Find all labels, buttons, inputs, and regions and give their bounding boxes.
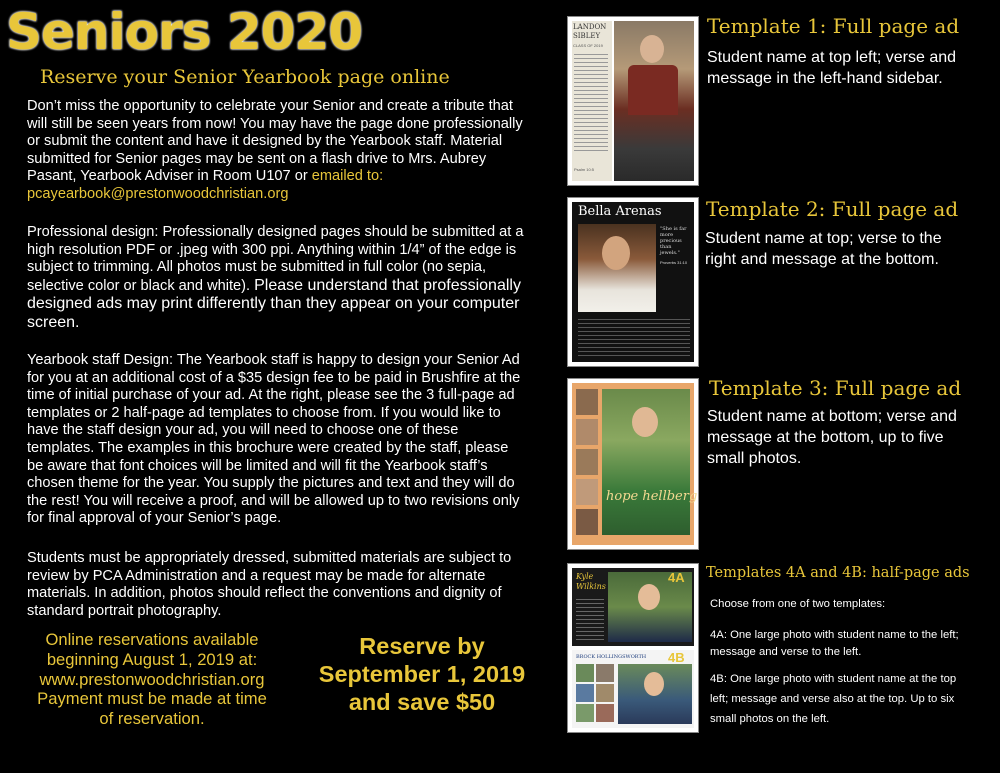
thumb-name-last: Wilkins: [576, 582, 606, 591]
page-subtitle: Reserve your Senior Yearbook page online: [40, 66, 450, 88]
small-photo: [576, 704, 594, 722]
small-photo: [576, 664, 594, 682]
template-4-intro: Choose from one of two templates:: [710, 598, 886, 610]
thumb-name: Bella Arenas: [578, 204, 662, 219]
website-link[interactable]: www.prestonwoodchristian.org: [39, 669, 265, 689]
professional-design-note: Please understand that professionally designed ads may print differently than they appear on your computer screen.: [27, 276, 521, 331]
small-photo: [576, 479, 598, 505]
template-1-title: Template 1: Full page ad: [707, 14, 960, 38]
small-photo: [596, 704, 614, 722]
senior-photo: [578, 224, 656, 312]
small-photo: [576, 419, 598, 445]
template-4b-desc: 4B: One large photo with student name at the top left; message and verse also at the top. Up to six small photos on the left.: [710, 673, 957, 725]
thumb-name: BROCK HOLLINGSWORTH: [576, 654, 647, 660]
reserve-deadline: [306, 632, 538, 716]
small-photo: [576, 684, 594, 702]
thumb-verse-ref: Psalm 10:5: [574, 167, 595, 172]
thumb-class: CLASS OF 2019: [573, 43, 603, 48]
template-2-desc: Student name at top; verse to the right and message at the bottom.: [705, 230, 942, 268]
small-photo: [576, 389, 598, 415]
thumb-name-first: LANDON: [573, 23, 607, 31]
online-line: of reservation.: [99, 709, 205, 729]
template-3-thumbnail: [567, 378, 699, 550]
template-1-thumbnail: [567, 16, 699, 186]
template-4a-preview: [572, 568, 694, 646]
professional-design-paragraph: [27, 224, 527, 333]
thumb-name: hope hellberg: [606, 489, 698, 504]
senior-photo: [618, 664, 692, 724]
professional-design-text: Professional design: Professionally designed pages should be submitted at a high resolution PDF or .jpeg with 300 ppi. Anything within 1/4” of the edge is subject to trimming. All photos must be submitted in full color (no sepia, selective color or black and white).: [27, 224, 524, 294]
staff-design-paragraph: Yearbook staff Design: The Yearbook staff is happy to design your Senior Ad for you at an additional cost of a $35 design fee to be paid in Brushfire at the time of initial purchase of your ad. At the right, please see the 3 full-page ad templates or 2 half-page ad templates to choose from. If you would like to have the staff design your ad, you will need to choose one of these templates. The examples in this brochure were created by the staff, please be aware that font choices will be limited and will fit the Yearbook staff’s chosen theme for the year. You supply the pictures and text and they will do the rest! You will receive a proof, and will be allowed up to two revisions only for final approval of your Senior’s page.: [27, 352, 521, 527]
email-label: emailed to:: [311, 168, 384, 185]
online-line: beginning August 1, 2019 at:: [46, 649, 258, 669]
template-4a-desc: 4A: One large photo with student name to the left; message and verse to the left.: [710, 629, 959, 658]
small-photo: [576, 509, 598, 535]
thumb-verse: "She is far more precious than jewels.": [660, 226, 687, 256]
template-3-title: Template 3: Full page ad: [709, 376, 962, 400]
thumb-name-first: Kyle: [576, 572, 594, 581]
page-title: Seniors 2020: [6, 3, 362, 61]
dress-code-paragraph: Students must be appropriately dressed, submitted materials are subject to review by PCA Administration and a request may be made for alternate materials. In addition, photos should reflect the conventions and dignity of standard portrait photography.: [27, 550, 512, 619]
template-2-title: Template 2: Full page ad: [706, 197, 959, 221]
email-link[interactable]: pcayearbook@prestonwoodchristian.org: [27, 185, 289, 202]
small-photo: [596, 684, 614, 702]
thumb-name-last: SIBLEY: [573, 32, 601, 40]
online-line: Online reservations available: [45, 630, 259, 649]
reserve-line: September 1, 2019: [318, 661, 526, 687]
small-photo: [576, 449, 598, 475]
template-3-desc: Student name at bottom; verse and message at the bottom, up to five small photos.: [707, 408, 957, 467]
template-2-thumbnail: [567, 197, 699, 367]
reserve-line: and save $50: [348, 689, 496, 715]
template-4b-preview: [572, 650, 694, 728]
badge-4a: 4A: [668, 570, 685, 585]
template-4-thumbnail: [567, 563, 699, 733]
template-1-desc: Student name at top left; verse and message in the left-hand sidebar.: [707, 49, 957, 87]
thumb-verse-ref: Proverbs 31:10: [660, 260, 688, 265]
template-4-title: Templates 4A and 4B: half-page ads: [706, 565, 970, 581]
reserve-line: Reserve by: [359, 633, 485, 659]
senior-photo: [602, 389, 690, 535]
online-reservation-info: [18, 630, 286, 729]
online-line: Payment must be made at time: [37, 689, 267, 709]
senior-photo: [614, 21, 694, 181]
intro-text: Don’t miss the opportunity to celebrate your Senior and create a tribute that will still be seen years from now! You may have the page done professionally or submit the content and have it designed by the Yearbook staff. Material submitted for Senior pages may be sent on a flash drive to Mrs. Aubrey Pasant, Yearbook Adviser in Room U107 or: [27, 98, 523, 185]
intro-paragraph: [27, 98, 527, 204]
badge-4b: 4B: [668, 650, 685, 665]
small-photo: [596, 664, 614, 682]
